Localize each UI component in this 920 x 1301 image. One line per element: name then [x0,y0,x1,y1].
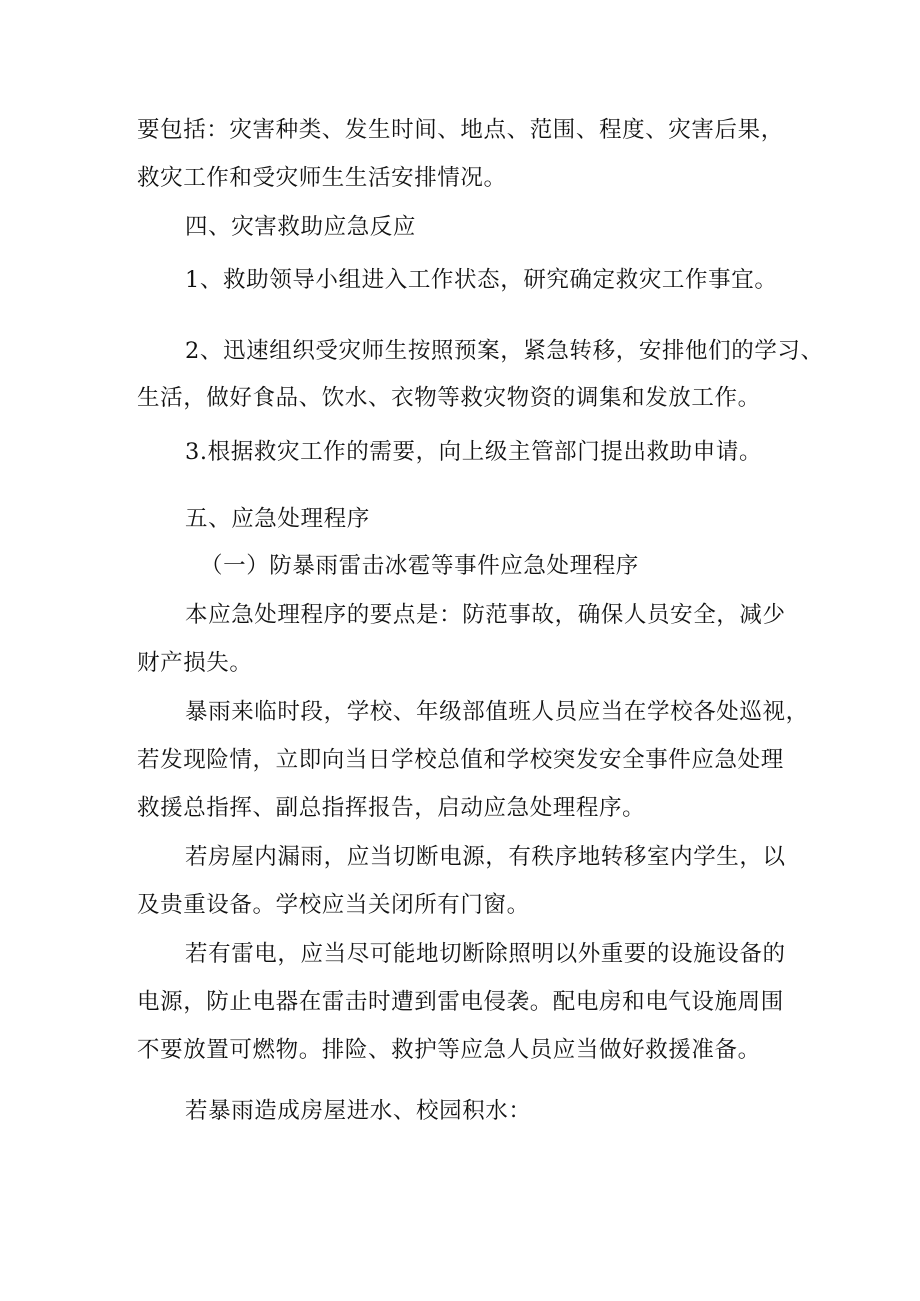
text-line: 救援总指挥、副总指挥报告，启动应急处理程序。 [137,795,646,821]
text-line: 暴雨来临时段，学校、年级部值班人员应当在学校各处巡视， [185,699,809,725]
text-line: 2、迅速组织受灾师生按照预案，紧急转移，安排他们的学习、 [185,338,824,364]
section-heading: 五、应急处理程序 [185,506,370,532]
text-line: 不要放置可燃物。排险、救护等应急人员应当做好救援准备。 [137,1037,761,1063]
text-line: 1、救助领导小组进入工作状态，研究确定救灾工作事宜。 [185,267,778,293]
text-line: 财产损失。 [137,650,253,676]
text-line: 要包括：灾害种类、发生时间、地点、范围、程度、灾害后果， [137,117,784,143]
subsection-heading: （一）防暴雨雷击冰雹等事件应急处理程序 [200,553,639,579]
text-line: 3.根据救灾工作的需要，向上级主管部门提出救助申请。 [185,439,763,465]
text-line: 生活，做好食品、饮水、衣物等救灾物资的调集和发放工作。 [137,385,761,411]
text-line: 若暴雨造成房屋进水、校园积水： [185,1098,532,1124]
text-line: 若有雷电，应当尽可能地切断除照明以外重要的设施设备的 [185,941,786,967]
section-heading: 四、灾害救助应急反应 [185,214,417,240]
text-line: 本应急处理程序的要点是：防范事故，确保人员安全，减少 [185,602,786,628]
text-line: 救灾工作和受灾师生生活安排情况。 [137,165,507,191]
text-line: 及贵重设备。学校应当关闭所有门窗。 [137,892,530,918]
text-line: 若房屋内漏雨，应当切断电源，有秩序地转移室内学生，以 [185,844,786,870]
text-line: 电源，防止电器在雷击时遭到雷电侵袭。配电房和电气设施周围 [137,989,784,1015]
text-line: 若发现险情，立即向当日学校总值和学校突发安全事件应急处理 [137,747,784,773]
